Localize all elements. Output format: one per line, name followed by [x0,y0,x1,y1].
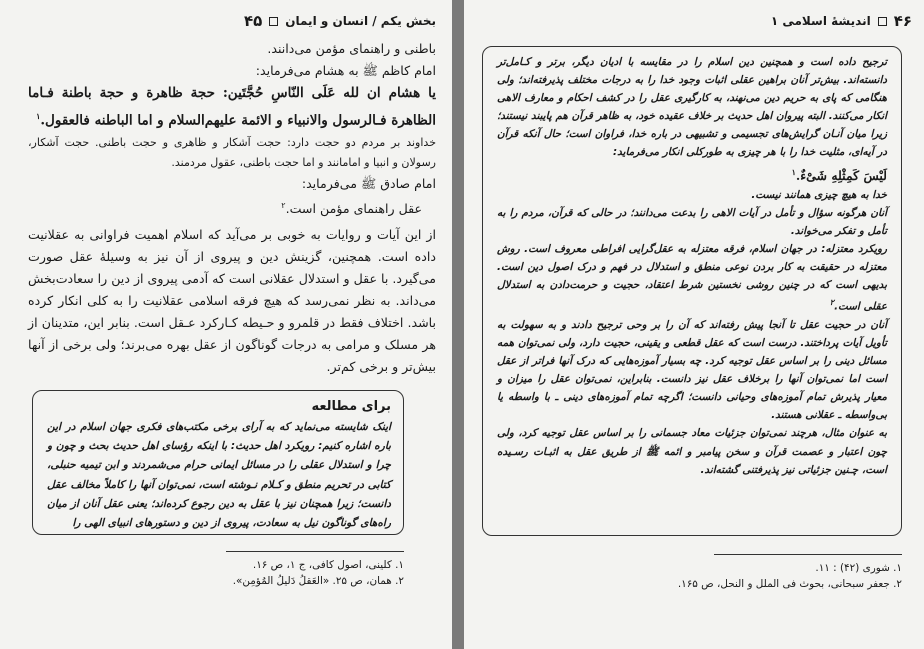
verse-translation: خدا به هیچ چیزی همانند نیست. [751,188,887,201]
header-square-icon [878,17,887,26]
footnote: ۱. کلینی، اصول کافی، ج ۱، ص ۱۶. [252,559,404,571]
footnote-ref: ۱ [791,166,796,177]
footnote-divider [714,554,902,555]
arabic-hadith: یا هشام ان لله عَلَی النّاسِ حُجَّتَین: حجة ظاهرة و حجة باطنة فـاما الظاهرة فـالرسول والانبیاء و الائمة علیهم‌السلام و اما الباطنه فالعقول.$^۱$ [28,85,436,129]
page-number: ۴۶ [893,12,912,30]
right-page [464,0,924,649]
footnote-ref: ۲ [829,298,835,308]
book-gutter [452,0,464,649]
box-paragraph: آنان هرگونه سؤال و تأمل در آیات الاهی را بدعت می‌دانند؛ در حالی که قرآن، مردم را به تأمل و تفکر می‌خواند. [497,206,887,237]
footnote-ref: ۱ [36,111,41,121]
study-box-text: اینک شایسته می‌نماید که به آرای برخی مکتب‌های فکری جهان اسلام در این باره اشاره کنیم: رویکرد اهل حدیث: با اینکه رؤسای اهل حدیث بحث و چون و چرا و استدلال عقلی را در مسائل ایمانی حرام می‌شمردند و ابن تیمیه حنبلی، کتابی در تحریم منطق و کـلام نـوشته است، نمی‌توان آنها را کاملاً مخالف عقل دانست؛ زیرا همچنان نیز با عقل به دین رجوع کرده‌اند؛ یعنی عقل آنان از میان راه‌های گوناگون نیل به سعادت، پیروی از دین و دستورهای انبیای الهی را [47,421,391,530]
box-paragraph: ترجیح داده است و همچنین دین اسلام را در مقایسه با ادیان دیگر، برتر و کـامل‌تر دانسته‌اند. بیش‌تر آنان براهین عقلی اثبات وجود خدا را به درجات مختلف پذیرفته‌اند؛ ولی هنگامی که پای به حریم دین می‌نهند، به کارگیری عقل را در کشف احکام و معارف الاهی انکار می‌کنند. البته پیروان اهل حدیث بر خلاف عقیده خود، به ظاهر قرآن هم پایبند نیستند؛ زیرا میان آنـان گرایش‌های تجسیمی و تشبیهی در باره خدا، فراوان است؛ حال آنکه قرآن در آیه‌ای، مثلیت خدا را با هر چیزی به طورکلی انکار می‌فرماید: [497,56,887,159]
quran-verse: لَیْسَ کَمِثْلِهِ شَیْءٌ.$^۱$ [791,166,887,183]
translation: عقل راهنمای مؤمن است.$^۲$ [281,200,422,216]
study-box [32,390,404,535]
running-title: بخش یکم / انسان و ایمان [285,14,436,28]
footnote-divider [226,551,404,552]
page-number: ۴۵ [243,12,263,30]
quote-intro: امام کاظم ﷺ به هشام می‌فرماید: [255,63,436,78]
continued-study-box [482,46,902,536]
translation: خداوند بر مردم دو حجت دارد: حجت آشکار و ظاهری و حجت باطنی. حجت آشکار، رسولان و انبیا و امامانند و اما حجت باطنی، عقول مردمند. [28,135,436,169]
footnote: ۱. شوری (۴۲) : ۱۱. [815,562,902,574]
left-page-body [28,38,436,378]
study-box-title: برای مطالعه [311,399,391,414]
running-title: اندیشهٔ اسلامی ۱ [770,14,871,28]
box-paragraph: به عنوان مثال، هرچند نمی‌توان جزئیات معاد جسمانی را بر اساس عقل توجیه کرد، ولی چون اعتبار و عصمت قرآن و سخن پیامبر و ائمه ﷺ از طریق عقل به اثبـات رسـیده است، چـنین جزئیاتی نیز پذیرفتنی گشته‌اند. [497,427,887,476]
left-page [0,0,452,649]
quote-intro: امام صادق ﷺ می‌فرماید: [301,175,436,191]
paragraph: باطنی و راهنمای مؤمن می‌دانند. [267,41,436,56]
box-paragraph: آنان در حجیت عقل تا آنجا پیش رفته‌اند که آن را بر وحی ترجیح دادند و به سهولت به تأویل آیات پرداختند. درست است که عقل قطعی و یقینی، حجیت دارد، ولی نمی‌توان همه مسائل دینی را بر اساس عقل توجیه کرد. چه بسیار آموزه‌هایی که درک آنها فراتر از عقل است اما نمی‌توان آنها را برخلاف عقل نیز دانست. بنابراین، نمی‌توان عقل را میزان و معیار پذیرش تمام آموزه‌های وحیانی دانست؛ اگرچه تمام آموزه‌های دینی ـ با واسطه یا بی‌واسطه ـ عقلانی هستند. [497,318,887,422]
footnote: ۲. همان، ص ۲۵. «العَقلُ دَلیلُ المُؤمِن». [232,575,404,587]
footnote: ۲. جعفر سبحانی، بحوث فی الملل و النحل، ص ۱۶۵. [677,578,902,590]
footnote-ref: ۲ [281,200,286,210]
box-paragraph: رویکرد معتزله: در جهان اسلام، فرقه معتزله به عقل‌گرایی افراطی معروف است. روش معتزله در حقیقت به کار بردن نوعی منطق و استدلال در فهم و درک اصول دین است. بدیهی است که در چنین روشی نخستین شرط اعتقاد، حجیت و حرمت‌دادن به استدلال عقلی است.$^۲$ [497,243,887,313]
footnotes [60,557,404,589]
header-square-icon [269,17,278,26]
left-page-header [28,11,436,31]
right-page-header [464,11,912,31]
paragraph: از این آیات و روایات به خوبی بر می‌آید که اسلام اهمیت فراوانی به عقلانیت داده است. همچنین، گزینش دین و پیروی از آن نیز به وسیلهٔ عقل صورت می‌گیرد. با عقل و استدلال عقلانی است که آدمی پیروی از دین را سعادت‌بخش می‌داند. به نظر نمی‌رسد که هیچ فرقه اسلامی عقلانیت را به کلی انکار کرده باشد. اختلاف فقط در قلمرو و حـیطه کـارکرد عـقل است. بنابر این، متدینان از هر مسلک و مرامی به درجات گوناگون از عقل بهره می‌برند؛ ولی برخی از آنها بیش‌تر و برخی کم‌تر. [28,226,436,374]
footnotes [504,560,902,592]
